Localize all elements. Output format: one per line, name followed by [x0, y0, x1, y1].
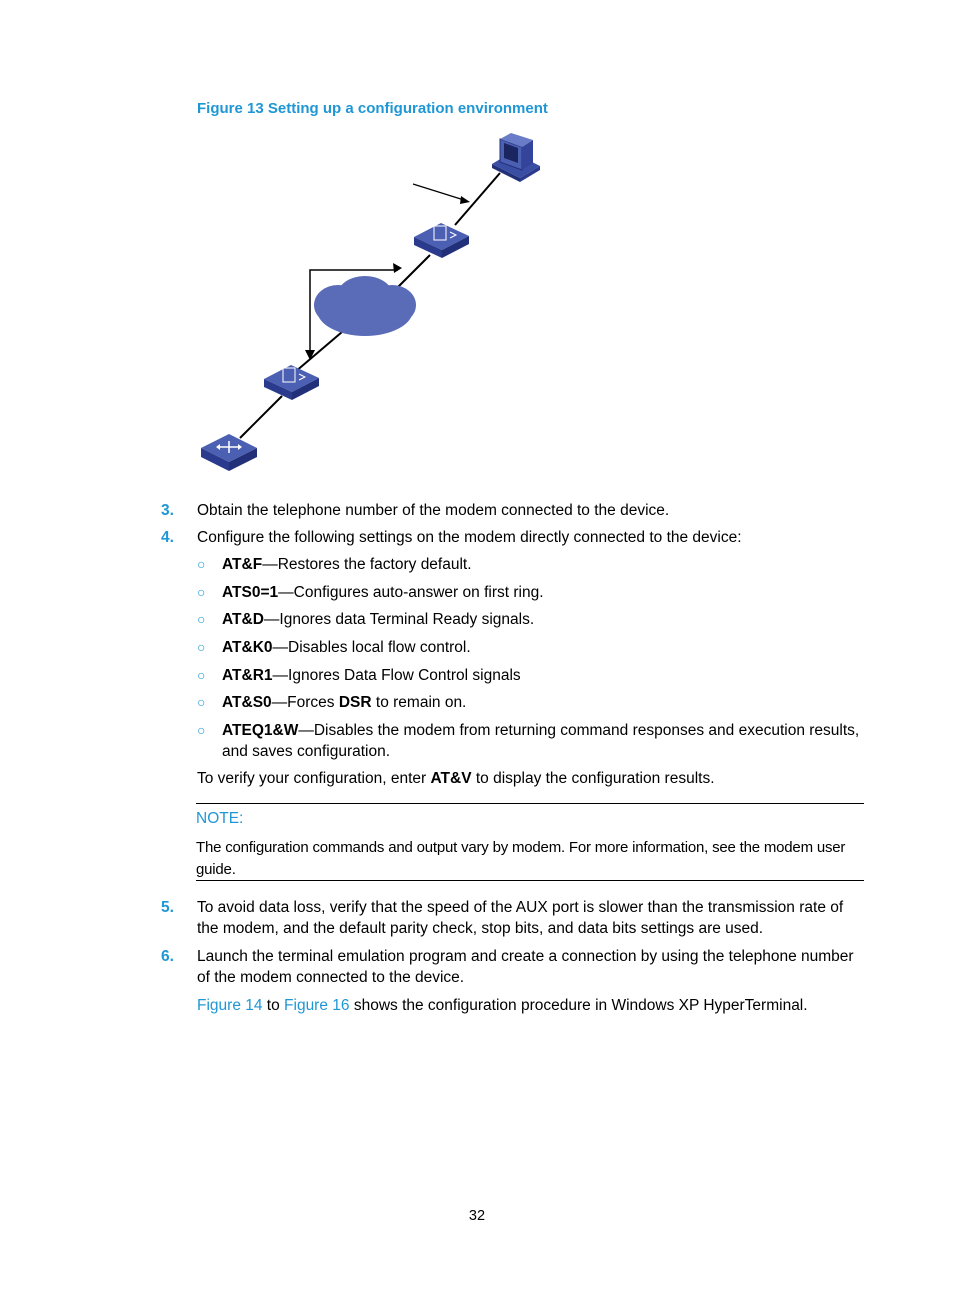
bullet-icon: ○ — [197, 584, 206, 600]
bullet-icon: ○ — [197, 667, 206, 683]
step-text: To avoid data loss, verify that the speed of the AUX port is slower than the transmission rate of the modem, and the default parity check, stop bits, and data bits settings are used. — [197, 899, 844, 937]
modem-icon — [264, 365, 319, 400]
list-item — [197, 609, 864, 630]
list-item — [197, 637, 864, 658]
command-desc: —Forces — [271, 694, 339, 711]
command: AT&F — [222, 556, 263, 573]
verify-paragraph — [197, 768, 864, 789]
callout-arrow — [413, 184, 464, 200]
bullet-icon: ○ — [197, 694, 206, 710]
network-diagram — [190, 125, 550, 485]
command-desc: —Disables local flow control. — [272, 639, 471, 656]
command: AT&K0 — [222, 639, 273, 656]
link-pstn-modem — [295, 332, 342, 372]
bullet-icon: ○ — [197, 556, 206, 572]
command-desc: —Restores the factory default. — [262, 556, 472, 573]
refs-text: to — [262, 997, 285, 1014]
figure-refs — [197, 995, 864, 1016]
verify-text: to display the configuration results. — [471, 770, 715, 787]
step-number: 4. — [161, 529, 174, 546]
bullet-icon: ○ — [197, 611, 206, 627]
figure-caption: Figure 13 Setting up a configuration environment — [197, 100, 548, 117]
figure-16-link[interactable]: Figure 16 — [284, 997, 350, 1014]
step-text: Obtain the telephone number of the modem connected to the device. — [197, 502, 670, 519]
step-6 — [161, 946, 864, 988]
link-modem-pstn — [395, 255, 430, 290]
command: AT&V — [430, 770, 472, 787]
bullet-icon: ○ — [197, 722, 206, 738]
list-item — [197, 665, 864, 686]
command-desc: —Ignores Data Flow Control signals — [272, 667, 521, 684]
step-text: Configure the following settings on the modem directly connected to the device: — [197, 529, 742, 546]
note-bottom-rule — [196, 880, 864, 881]
signal-name: DSR — [338, 694, 372, 711]
modem-icon — [414, 223, 469, 258]
command: AT&D — [222, 611, 264, 628]
step-text: Launch the terminal emulation program and create a connection by using the telephone number of the modem connected to the device. — [197, 948, 854, 986]
step-number: 6. — [161, 948, 174, 965]
page-number: 32 — [468, 1208, 486, 1224]
note-top-rule — [196, 803, 864, 804]
note-label: NOTE: — [196, 810, 244, 827]
bullet-icon: ○ — [197, 639, 206, 655]
step-3 — [161, 500, 864, 521]
switch-icon — [201, 434, 257, 471]
list-item — [197, 554, 864, 575]
command-desc: —Disables the modem from returning command responses and execution results, and saves configuration. — [222, 722, 860, 760]
command: ATEQ1&W — [222, 722, 299, 739]
command-desc: —Configures auto-answer on first ring. — [278, 584, 544, 601]
list-item — [197, 582, 864, 603]
dial-arrow-top — [393, 263, 402, 273]
list-item — [197, 720, 864, 762]
arrowhead — [460, 196, 470, 204]
command-desc: —Ignores data Terminal Ready signals. — [263, 611, 535, 628]
list-item — [197, 692, 864, 713]
step-5 — [161, 897, 864, 939]
command: AT&R1 — [222, 667, 273, 684]
verify-text: To verify your configuration, enter — [197, 770, 431, 787]
step-4 — [161, 527, 864, 548]
note-text: The configuration commands and output vary by modem. For more information, see the modem user guide. — [196, 839, 846, 878]
step-number: 3. — [161, 502, 174, 519]
figure-14-link[interactable]: Figure 14 — [197, 997, 263, 1014]
step-number: 5. — [161, 899, 174, 916]
command-desc: to remain on. — [371, 694, 467, 711]
refs-text: shows the configuration procedure in Windows XP HyperTerminal. — [349, 997, 808, 1014]
command: AT&S0 — [222, 694, 272, 711]
command: ATS0=1 — [222, 584, 279, 601]
link-modem-device — [240, 396, 282, 438]
